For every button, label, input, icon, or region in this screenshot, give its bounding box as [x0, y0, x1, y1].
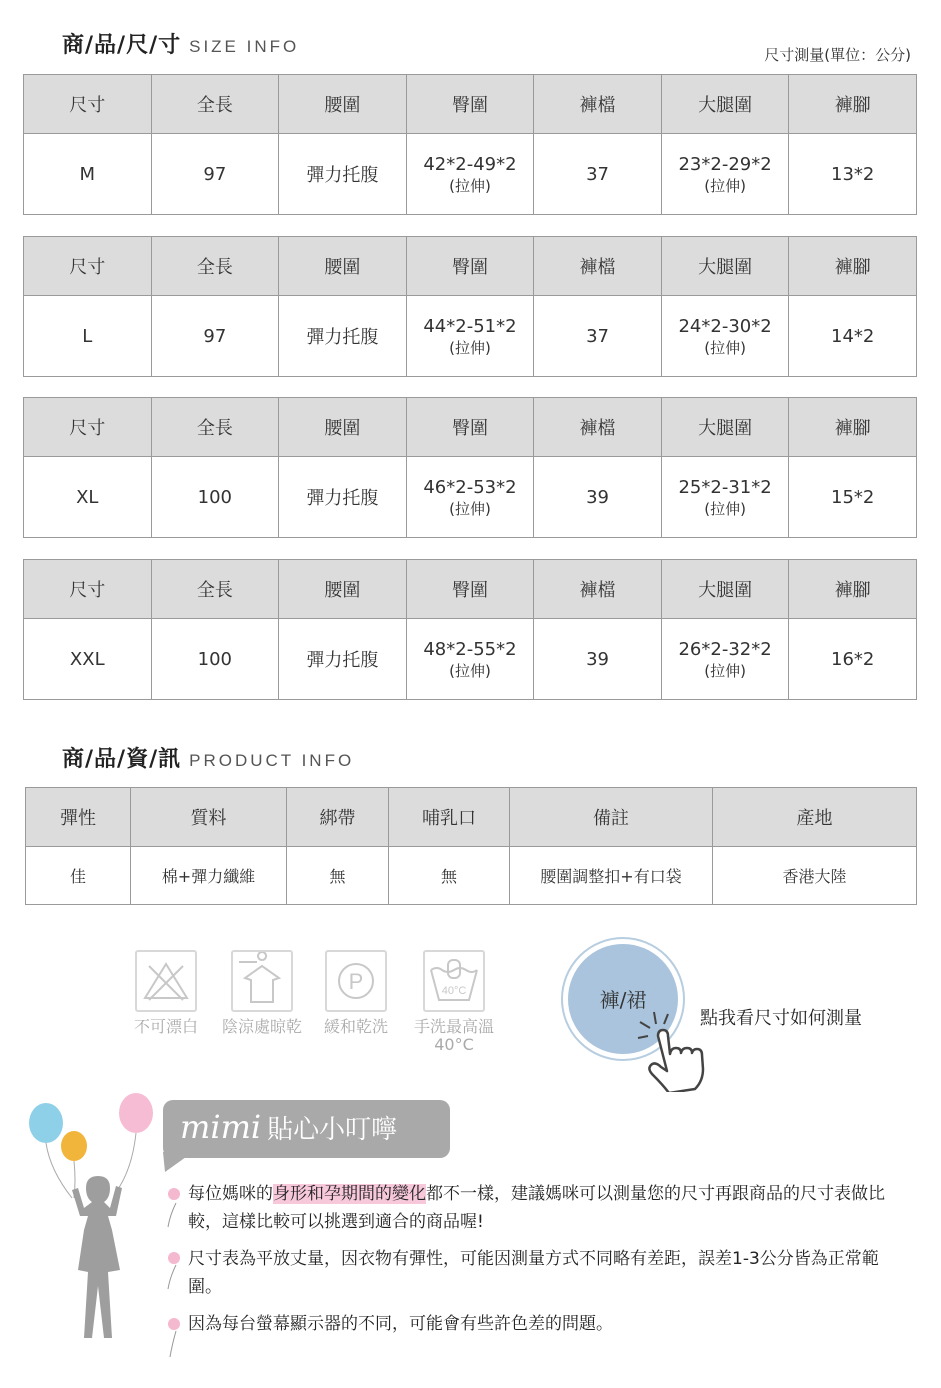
size-header-row — [24, 237, 917, 296]
product-value-row — [26, 847, 917, 905]
waist-cell: 彈力托腹 — [279, 457, 407, 538]
hem-cell: 14*2 — [789, 296, 917, 377]
hem-cell: 15*2 — [789, 457, 917, 538]
blue-balloon — [29, 1103, 63, 1143]
header-cell: 備註 — [510, 788, 713, 847]
care-label: 不可漂白 — [133, 1017, 198, 1036]
header-cell: 臀圍 — [406, 398, 534, 457]
care-label: 手洗最高溫 — [413, 1017, 494, 1036]
dry-in-shade-icon — [231, 950, 293, 1012]
thigh-value: 23*2-29*2 — [678, 154, 772, 175]
header-cell: 臀圍 — [406, 237, 534, 296]
header-cell: 褲腳 — [789, 75, 917, 134]
tip-bullet — [168, 1318, 180, 1330]
header-cell: 腰圍 — [279, 237, 407, 296]
waist-cell: 彈力托腹 — [279, 134, 407, 215]
header-cell: 尺寸 — [24, 398, 152, 457]
care-label-temp: 40°C — [434, 1035, 474, 1054]
header-cell: 褲腳 — [789, 560, 917, 619]
thigh-note: (拉伸) — [704, 500, 746, 518]
waist-cell: 彈力托腹 — [279, 619, 407, 700]
bubble-tail — [163, 1152, 193, 1174]
thigh-cell — [661, 619, 789, 700]
size-title-zh: 商/品/尺/寸 — [62, 33, 182, 58]
gentle-dry-clean-icon — [325, 950, 387, 1012]
size-cell: M — [24, 134, 152, 215]
tip-1-text: 每位媽咪的 — [188, 1184, 273, 1204]
care-dry-in-shade — [216, 950, 308, 1036]
hip-value: 44*2-51*2 — [423, 316, 517, 337]
tip-2: 尺寸表為平放丈量，因衣物有彈性，可能因測量方式不同略有差距，誤差1-3公分皆為正常範圍。 — [188, 1249, 879, 1297]
rise-cell: 37 — [534, 134, 662, 215]
tips-decoration-lines — [160, 1185, 190, 1365]
hem-cell: 13*2 — [789, 134, 917, 215]
girl-silhouette — [72, 1176, 122, 1338]
waist-cell: 彈力托腹 — [279, 296, 407, 377]
header-cell: 褲檔 — [534, 237, 662, 296]
header-cell: 大腿圍 — [661, 75, 789, 134]
length-cell: 97 — [151, 134, 279, 215]
product-title-en: PRODUCT INFO — [189, 751, 355, 770]
care-gentle-dry-clean — [318, 950, 394, 1036]
tip-bullet — [168, 1188, 180, 1200]
mimi-logo-text: mimi — [180, 1108, 262, 1146]
hem-cell: 16*2 — [789, 619, 917, 700]
rise-cell: 39 — [534, 457, 662, 538]
thigh-value: 25*2-31*2 — [678, 477, 772, 498]
tips-title-text: 貼心小叮嚀 — [267, 1115, 398, 1145]
length-cell: 100 — [151, 457, 279, 538]
header-cell: 褲腳 — [789, 237, 917, 296]
thigh-value: 24*2-30*2 — [678, 316, 772, 337]
care-no-bleach — [128, 950, 204, 1036]
thigh-note: (拉伸) — [704, 662, 746, 680]
measure-circle-label[interactable]: 褲/裙 — [599, 988, 647, 1012]
nursing-opening-cell: 無 — [389, 847, 510, 905]
hip-cell — [406, 134, 534, 215]
hip-value: 48*2-55*2 — [423, 639, 517, 660]
size-header-row — [24, 398, 917, 457]
hip-cell — [406, 619, 534, 700]
hip-note: (拉伸) — [449, 500, 491, 518]
header-cell: 綁帶 — [287, 788, 389, 847]
length-cell: 100 — [151, 619, 279, 700]
length-cell: 97 — [151, 296, 279, 377]
size-header-row — [24, 75, 917, 134]
header-cell: 大腿圍 — [661, 560, 789, 619]
tip-3: 因為每台螢幕顯示器的不同，可能會有些許色差的問題。 — [188, 1314, 613, 1334]
size-header-row — [24, 560, 917, 619]
tip-1-text-rest: 都不一樣，建議媽咪可以測量您的尺寸再跟商品的尺寸表做比較，這樣比較可以挑選到適合的商品喔! — [188, 1184, 885, 1232]
size-cell: L — [24, 296, 152, 377]
product-info-table — [25, 787, 917, 905]
thigh-cell — [661, 457, 789, 538]
pink-balloon — [119, 1093, 153, 1133]
tip-1-highlight: 身形和孕期間的變化 — [273, 1184, 426, 1204]
size-value-row — [24, 296, 917, 377]
thigh-cell — [661, 296, 789, 377]
thigh-value: 26*2-32*2 — [678, 639, 772, 660]
header-cell: 全長 — [151, 237, 279, 296]
hip-note: (拉伸) — [449, 339, 491, 357]
size-cell: XXL — [24, 619, 152, 700]
size-table-xxl — [23, 559, 917, 700]
header-cell: 全長 — [151, 75, 279, 134]
tip-1 — [188, 1180, 908, 1236]
header-cell: 尺寸 — [24, 560, 152, 619]
header-cell: 尺寸 — [24, 237, 152, 296]
hip-value: 42*2-49*2 — [423, 154, 517, 175]
hip-cell — [406, 457, 534, 538]
header-cell: 大腿圍 — [661, 398, 789, 457]
care-label: 陰涼處晾乾 — [221, 1017, 302, 1036]
tip-bullet — [168, 1252, 180, 1264]
product-section-title — [62, 742, 354, 773]
hip-note: (拉伸) — [449, 177, 491, 195]
header-cell: 褲腳 — [789, 398, 917, 457]
yellow-balloon — [61, 1131, 87, 1161]
header-cell: 尺寸 — [24, 75, 152, 134]
product-header-row — [26, 788, 917, 847]
header-cell: 臀圍 — [406, 560, 534, 619]
header-cell: 全長 — [151, 560, 279, 619]
hip-note: (拉伸) — [449, 662, 491, 680]
material-cell: 棉+彈力纖維 — [131, 847, 287, 905]
header-cell: 腰圍 — [279, 398, 407, 457]
header-cell: 腰圍 — [279, 75, 407, 134]
hand-wash-icon — [423, 950, 485, 1012]
thigh-note: (拉伸) — [704, 339, 746, 357]
elasticity-cell: 佳 — [26, 847, 131, 905]
header-cell: 質料 — [131, 788, 287, 847]
header-cell: 褲檔 — [534, 560, 662, 619]
origin-cell: 香港大陸 — [713, 847, 917, 905]
strap-cell: 無 — [287, 847, 389, 905]
thigh-cell — [661, 134, 789, 215]
header-cell: 大腿圍 — [661, 237, 789, 296]
wash-temp-symbol: 40°C — [441, 985, 467, 997]
header-cell: 褲檔 — [534, 75, 662, 134]
header-cell: 產地 — [713, 788, 917, 847]
care-hand-wash — [410, 950, 498, 1054]
size-table-xl — [23, 397, 917, 538]
girl-with-balloons-illustration — [22, 1090, 172, 1340]
notes-cell: 腰圍調整扣+有口袋 — [510, 847, 713, 905]
hip-cell — [406, 296, 534, 377]
size-value-row — [24, 457, 917, 538]
header-cell: 彈性 — [26, 788, 131, 847]
thigh-note: (拉伸) — [704, 177, 746, 195]
header-cell: 全長 — [151, 398, 279, 457]
rise-cell: 39 — [534, 619, 662, 700]
header-cell: 腰圍 — [279, 560, 407, 619]
size-section-title — [62, 28, 299, 59]
header-cell: 哺乳口 — [389, 788, 510, 847]
size-table-l — [23, 236, 917, 377]
product-title-zh: 商/品/資/訊 — [62, 747, 182, 772]
size-value-row — [24, 134, 917, 215]
size-value-row — [24, 619, 917, 700]
no-bleach-icon — [135, 950, 197, 1012]
hip-value: 46*2-53*2 — [423, 477, 517, 498]
size-cell: XL — [24, 457, 152, 538]
size-title-en: SIZE INFO — [189, 37, 300, 56]
header-cell: 臀圍 — [406, 75, 534, 134]
rise-cell: 37 — [534, 296, 662, 377]
size-table-m — [23, 74, 917, 215]
tips-title — [180, 1108, 397, 1146]
header-cell: 褲檔 — [534, 398, 662, 457]
care-label: 緩和乾洗 — [323, 1017, 388, 1036]
dry-clean-symbol: P — [348, 969, 364, 994]
measure-guide-link[interactable]: 點我看尺寸如何測量 — [700, 1008, 862, 1029]
unit-note: 尺寸測量(單位：公分) — [764, 46, 911, 64]
